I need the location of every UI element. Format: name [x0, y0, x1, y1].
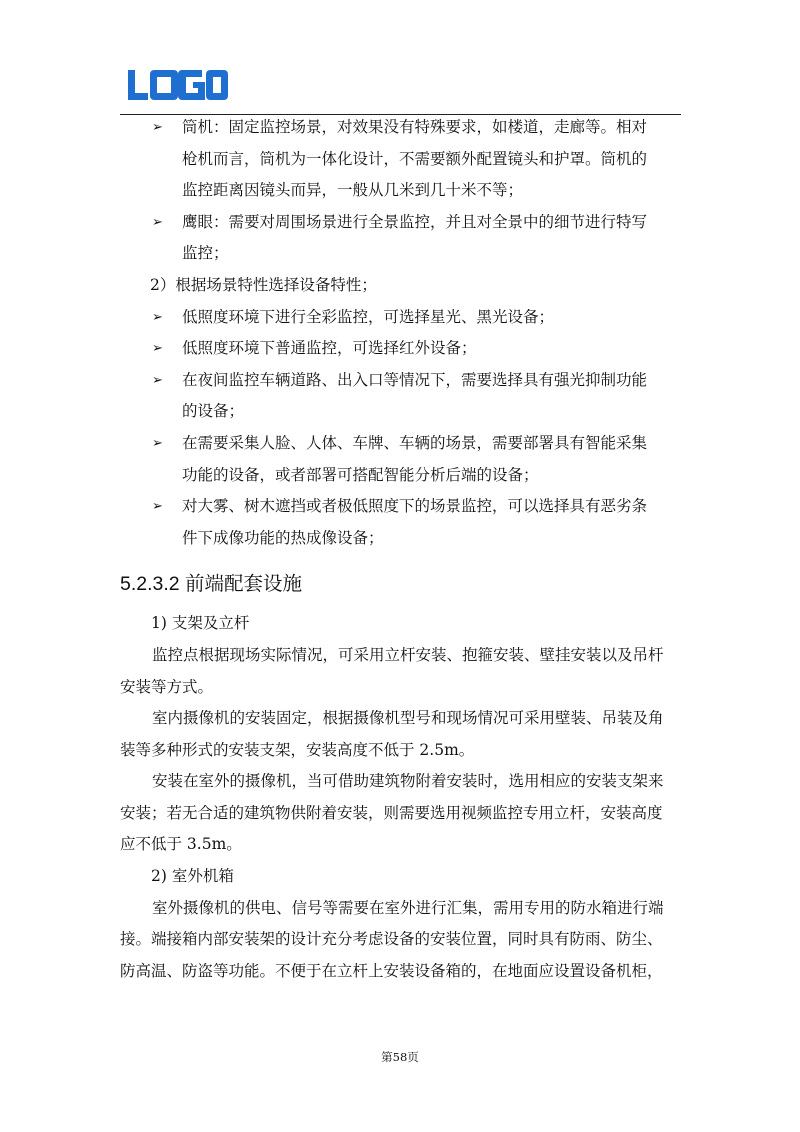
bullet-continuation: 功能的设备，或者部署可搭配智能分析后端的设备； — [182, 465, 539, 484]
paragraph-line: 应不低于 3.5m。 — [120, 835, 242, 854]
bullet-item: ➢ 鹰眼：需要对周围场景进行全景监控，并且对全景中的细节进行特写 — [120, 207, 682, 239]
bullet-item: ➢ 低照度环境下普通监控，可选择红外设备； — [120, 333, 682, 365]
bullet-item: ➢ 在夜间监控车辆道路、出入口等情况下，需要选择具有强光抑制功能 — [120, 365, 682, 397]
paragraph-line: 室外摄像机的供电、信号等需要在室外进行汇集，需用专用的防水箱进行端 — [152, 898, 664, 917]
bullet-continuation: 的设备； — [182, 402, 245, 421]
paragraph-line: 室内摄像机的安装固定，根据摄像机型号和现场情况可采用壁装、吊装及角 — [152, 709, 664, 728]
numbered-paragraph: 2）根据场景特性选择设备特性； — [150, 275, 377, 294]
arrowhead-bullet-icon: ➢ — [152, 341, 163, 357]
arrowhead-bullet-icon: ➢ — [152, 435, 163, 451]
paragraph-line: 监控点根据现场实际情况，可采用立杆安装、抱箍安装、壁挂安装以及吊杆 — [152, 645, 664, 664]
bullet-continuation: 枪机而言，筒机为一体化设计，不需要额外配置镜头和护罩。筒机的 — [182, 149, 648, 168]
page-number: 第58页 — [381, 1050, 419, 1064]
bullet-continuation: 监控距离因镜头而异，一般从几米到几十米不等； — [182, 181, 524, 200]
arrowhead-bullet-icon: ➢ — [152, 499, 163, 515]
bullet-continuation: 件下成像功能的热成像设备； — [182, 528, 384, 547]
paragraph-line: 安装；若无合适的建筑物供附着安装，则需要选用视频监控专用立杆，安装高度 — [120, 803, 663, 822]
logo — [128, 68, 228, 102]
paragraph-line: 安装在室外的摄像机，当可借助建筑物附着安装时，选用相应的安装支架来 — [152, 772, 664, 791]
bullet-item: ➢ 筒机：固定监控场景，对效果没有特殊要求，如楼道，走廊等。相对 — [120, 112, 682, 144]
arrowhead-bullet-icon: ➢ — [152, 309, 163, 325]
arrowhead-bullet-icon: ➢ — [152, 120, 163, 135]
numbered-item: 2) 室外机箱 — [151, 867, 234, 886]
paragraph-line: 防高温、防盗等功能。不便于在立杆上安装设备箱的，在地面应设置设备机柜， — [120, 961, 663, 980]
bullet-item: ➢ 在需要采集人脸、人体、车牌、车辆的场景，需要部署具有智能采集 — [120, 428, 682, 460]
paragraph-line: 装等多种形式的安装支架，安装高度不低于 2.5m。 — [120, 740, 475, 759]
arrowhead-bullet-icon: ➢ — [152, 214, 163, 230]
section-heading: 5.2.3.2 前端配套设施 — [120, 573, 303, 596]
bullet-item: ➢ 低照度环境下进行全彩监控，可选择星光、黑光设备； — [120, 302, 682, 334]
bullet-continuation: 监控； — [182, 244, 229, 263]
numbered-item: 1) 支架及立杆 — [151, 614, 250, 633]
page-content — [120, 112, 682, 987]
paragraph-line: 接。端接箱内部安装架的设计充分考虑设备的安装位置，同时具有防雨、防尘、 — [120, 930, 663, 949]
bullet-item: ➢ 对大雾、树木遮挡或者极低照度下的场景监控，可以选择具有恶劣条 — [120, 491, 682, 523]
arrowhead-bullet-icon: ➢ — [152, 372, 163, 388]
logo-lettering — [128, 70, 228, 100]
paragraph-line: 安装等方式。 — [120, 677, 214, 696]
